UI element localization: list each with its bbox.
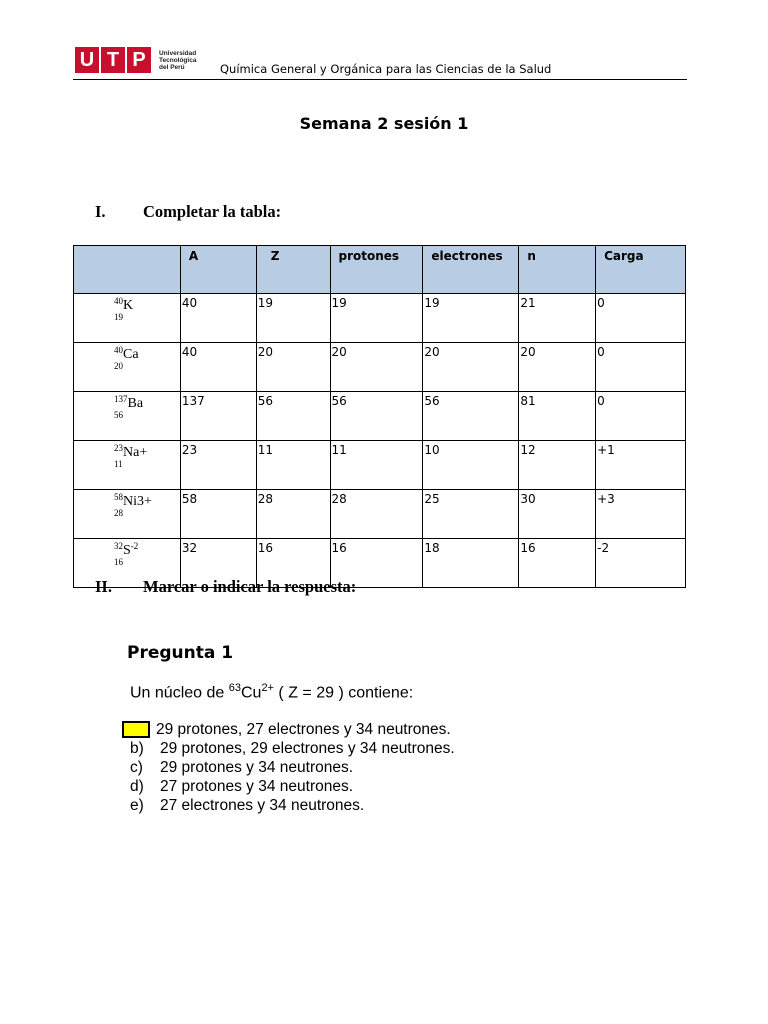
atomic-number: 20 (114, 361, 123, 371)
cell-electrones: 56 (423, 392, 519, 441)
cell-electrones: 20 (423, 343, 519, 392)
cell-protones: 56 (330, 392, 423, 441)
cell-carga: 0 (596, 294, 686, 343)
stem-symbol: Cu (240, 684, 262, 702)
stem-mass-number: 63 (228, 682, 241, 694)
logo-letter-u: U (75, 47, 99, 73)
cell-A: 23 (180, 441, 256, 490)
mass-number: 58 (114, 492, 123, 502)
answer-option[interactable] (130, 796, 455, 815)
mass-number: 23 (114, 443, 123, 453)
cell-electrones: 18 (423, 539, 519, 588)
utp-logo (75, 46, 196, 74)
table-row (74, 490, 686, 539)
option-text: 29 protones y 34 neutrones. (160, 759, 354, 776)
option-text: 29 protones, 27 electrones y 34 neutrones. (156, 721, 451, 738)
cell-Z: 16 (256, 539, 330, 588)
answer-option[interactable] (130, 777, 455, 796)
element-symbol: Ni3+ (123, 494, 152, 509)
table-row (74, 343, 686, 392)
atomic-number: 56 (114, 410, 123, 420)
cell-electrones: 10 (423, 441, 519, 490)
cell-carga: +1 (596, 441, 686, 490)
element-symbol: S (123, 543, 131, 558)
section-2-number: II. (95, 577, 112, 596)
cell-protones: 11 (330, 441, 423, 490)
cell-protones: 19 (330, 294, 423, 343)
cell-carga: +3 (596, 490, 686, 539)
mass-number: 40 (114, 296, 123, 306)
atomic-number: 11 (114, 459, 123, 469)
isotope-table (73, 245, 686, 588)
mass-number: 40 (114, 345, 123, 355)
cell-Z: 11 (256, 441, 330, 490)
option-label: c) (130, 759, 143, 776)
cell-n: 30 (519, 490, 596, 539)
element-symbol: K (123, 298, 134, 313)
table-row (74, 392, 686, 441)
header-cell: A (180, 246, 256, 294)
option-text: 27 protones y 34 neutrones. (160, 778, 354, 795)
cell-carga: 0 (596, 392, 686, 441)
section-2-heading (95, 577, 356, 597)
cell-electrones: 25 (423, 490, 519, 539)
option-label: d) (130, 778, 144, 795)
cell-n: 20 (519, 343, 596, 392)
mass-number: 137 (114, 394, 128, 404)
course-title: Química General y Orgánica para las Ciencias de la Salud (220, 62, 552, 76)
header-cell: Z (256, 246, 330, 294)
cell-Z: 28 (256, 490, 330, 539)
table-header-row (74, 246, 686, 294)
cell-protones: 28 (330, 490, 423, 539)
cell-carga: 0 (596, 343, 686, 392)
answer-marker-highlight (122, 721, 150, 738)
isotope-symbol-cell (74, 343, 181, 392)
logo-letter-p: P (127, 47, 151, 73)
cell-protones: 16 (330, 539, 423, 588)
isotope-symbol-cell (74, 294, 181, 343)
cell-A: 137 (180, 392, 256, 441)
cell-Z: 20 (256, 343, 330, 392)
answer-options (130, 720, 455, 815)
header-cell: n (519, 246, 596, 294)
cell-A: 32 (180, 539, 256, 588)
section-1-heading (95, 202, 281, 222)
cell-n: 12 (519, 441, 596, 490)
ion-charge: -2 (130, 541, 139, 551)
option-label: e) (130, 797, 144, 814)
element-symbol: Ba (127, 396, 144, 411)
atomic-number: 16 (114, 557, 123, 567)
answer-option[interactable] (130, 720, 455, 739)
header-cell: electrones (423, 246, 519, 294)
cell-A: 40 (180, 343, 256, 392)
section-1-title: Completar la tabla: (143, 202, 282, 221)
question-title: Pregunta 1 (127, 643, 234, 663)
stem-charge: 2+ (261, 682, 274, 694)
cell-Z: 19 (256, 294, 330, 343)
isotope-symbol-cell (74, 441, 181, 490)
week-title: Semana 2 sesión 1 (299, 114, 469, 133)
isotope-symbol-cell (74, 392, 181, 441)
atomic-number: 19 (114, 312, 123, 322)
cell-A: 40 (180, 294, 256, 343)
section-1-number: I. (95, 202, 106, 221)
header-cell (74, 246, 181, 294)
element-symbol: Ca (123, 347, 139, 362)
header-cell: protones (330, 246, 423, 294)
cell-Z: 56 (256, 392, 330, 441)
logo-letter-t: T (101, 47, 125, 73)
table-row (74, 294, 686, 343)
element-symbol: Na+ (123, 445, 148, 460)
cell-A: 58 (180, 490, 256, 539)
option-label: b) (130, 740, 144, 757)
header-cell: Carga (596, 246, 686, 294)
option-text: 29 protones, 29 electrones y 34 neutrones. (160, 740, 455, 757)
cell-protones: 20 (330, 343, 423, 392)
mass-number: 32 (114, 541, 123, 551)
cell-n: 16 (519, 539, 596, 588)
question-stem: Un núcleo de $^{63}Cu^{2+}$ ( Z = 29 ) contiene: (130, 682, 414, 702)
cell-electrones: 19 (423, 294, 519, 343)
atomic-number: 28 (114, 508, 123, 518)
isotope-symbol-cell (74, 490, 181, 539)
option-text: 27 electrones y 34 neutrones. (160, 797, 365, 814)
cell-n: 81 (519, 392, 596, 441)
cell-n: 21 (519, 294, 596, 343)
answer-option[interactable] (130, 758, 455, 777)
table-row (74, 441, 686, 490)
logo-university-text: Universidad Tecnológica del Perú (159, 49, 197, 71)
answer-option[interactable] (130, 739, 455, 758)
header-divider (73, 79, 687, 80)
section-2-title: Marcar o indicar la respuesta: (143, 577, 357, 596)
cell-carga: -2 (596, 539, 686, 588)
